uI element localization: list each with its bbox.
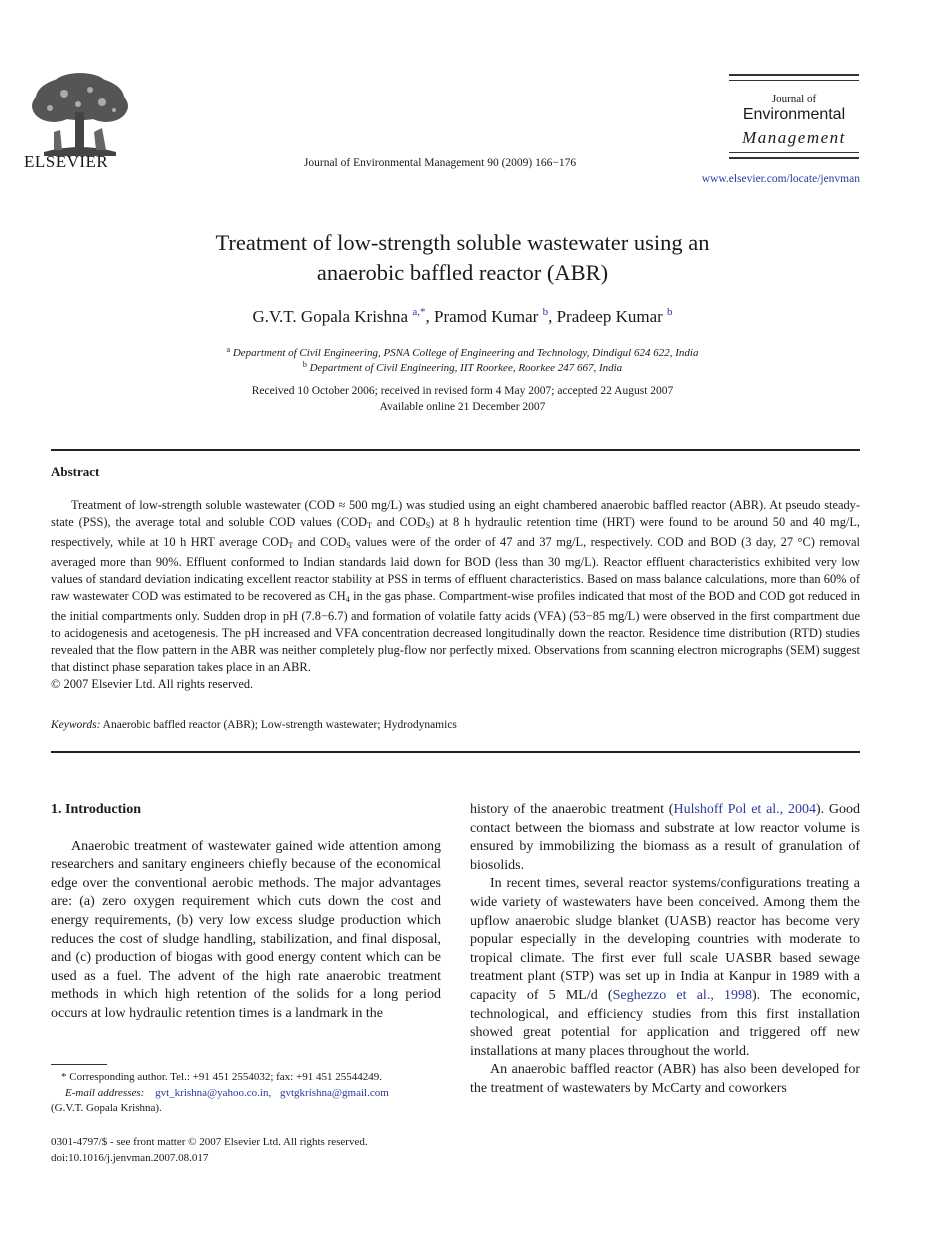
- affiliation-mark: b: [302, 360, 307, 369]
- journal-citation: Journal of Environmental Management 90 (2009) 166−176: [303, 157, 577, 169]
- body-paragraph: An anaerobic baffled reactor (ABR) has also been developed for the treatment of wastewaters by McCarty and coworkers: [470, 1062, 860, 1096]
- journal-title-of: Journal of: [771, 93, 817, 105]
- body-paragraph: Anaerobic treatment of wastewater gained wide attention among researchers and sanitary engineers chiefly because of the economical edge over the conventional aerobic methods. The major advantages are: (a) zero oxygen requirement which cuts down the cost and energy requirements, (b) very low excess sludge production which reduces the cost of sludge handling, stabilization, and final disposal, and (c) production of biogas with good energy content which can be used as a fuel. The advent of the high rate anaerobic treatment methods in which high retention of the solids for a long period occurs at low hydraulic retention times is a landmark in the: [51, 838, 441, 1021]
- author-name: Pramod Kumar: [433, 307, 539, 326]
- page-footer: [51, 1134, 368, 1166]
- abstract-body: [51, 497, 860, 693]
- author-name: Pradeep Kumar: [556, 307, 663, 326]
- author-list: G.V.T. Gopala Krishna $^{a,*}$, Pramod Kumar $^b$, Pradeep Kumar $^b$: [252, 306, 673, 326]
- affiliation-text: Department of Civil Engineering, IIT Roorkee, Roorkee 247 667, India: [309, 362, 623, 374]
- citation-link[interactable]: Hulshoff Pol et al., 2004: [673, 802, 816, 817]
- affiliation-mark: a: [226, 345, 231, 354]
- section-divider: [51, 751, 860, 753]
- email-link[interactable]: gvt_krishna@yahoo.co.in,: [155, 1086, 272, 1099]
- article-title: [80, 228, 845, 288]
- affiliation: [80, 360, 845, 374]
- footnote-corresponding: * Corresponding author. Tel.: +91 451 2554032; fax: +91 451 25544249.: [61, 1071, 382, 1083]
- journal-rule: [729, 80, 859, 81]
- footer-doi: doi:10.1016/j.jenvman.2007.08.017: [51, 1152, 209, 1164]
- body-column-right: [470, 801, 860, 1099]
- abstract-paragraph: Treatment of low-strength soluble wastewater (COD ≈ 500 mg/L) was studied using an eight chambered anaerobic baffled reactor (ABR). At pseudo steady-state (PSS), the average total and soluble COD values ($COD_T$ and $COD_S$) at 8 h hydraulic retention time (HRT) were found to be around 50 and 40 mg/L, respectively, while at 10 h HRT average $COD_T$ and $COD_S$ values were of the order of 47 and 37 mg/L, respectively. COD and BOD (3 day, 27 °C) removal averaged more than 90%. Effluent conformed to Indian standards laid down for BOD (less than 30 mg/L). Reactor effluent characteristics exhibited very low values of standard deviation indicating excellent reactor stability at PSS in terms of effluent characteristics. Based on mass balance calculations, more than 60% of raw wastewater COD was estimated to be recovered as $CH_4$ in the gas phase. Compartment-wise profiles indicated that most of the BOD and COD got reduced in the initial compartments only. Sudden drop in pH (7.8−6.7) and formation of volatile fatty acids (VFA) (53−85 mg/L) were observed in the first compartment due to acidogenesis and acetogenesis. The pH increased and VFA concentration decreased longitudinally down the reactor. Residence time distribution (RTD) studies revealed that the flow pattern in the ABR was neither completely plug-flow nor perfectly mixed. Observations from scanning electron micrographs (SEM) suggest that distinct phase separation takes place in an ABR.: [51, 498, 861, 674]
- email-link[interactable]: gvtgkrishna@gmail.com: [279, 1086, 389, 1099]
- received-dates: Received 10 October 2006; received in revised form 4 May 2007; accepted 22 August 2007: [251, 385, 674, 397]
- journal-rule: [729, 157, 859, 159]
- available-online: Available online 21 December 2007: [379, 401, 546, 413]
- abstract-copyright: © 2007 Elsevier Ltd. All rights reserved.: [51, 677, 254, 691]
- section-heading: 1. Introduction: [51, 802, 141, 817]
- journal-title-environmental: Environmental: [742, 106, 846, 123]
- body-column-left: [51, 801, 441, 1024]
- abstract-heading: Abstract: [51, 464, 100, 479]
- affiliation: [80, 345, 845, 359]
- journal-url-link[interactable]: www.elsevier.com/locate/jenvman: [701, 173, 860, 185]
- footnote-rule: [51, 1064, 107, 1065]
- body-paragraph: history of the anaerobic treatment (Hulshoff Pol et al., 2004). Good contact between the biomass and substrate at low reactor volume is ensured by immobilizing the biomass as a result of granulation of biosolids.: [470, 802, 860, 873]
- footnote-emails: [51, 1086, 446, 1102]
- email-label: E-mail addresses:: [65, 1086, 145, 1099]
- keywords-text: Anaerobic baffled reactor (ABR); Low-strength wastewater; Hydrodynamics: [102, 719, 457, 731]
- author-affiliation-link[interactable]: b: [542, 306, 549, 318]
- publisher-name: ELSEVIER: [24, 152, 109, 171]
- author-affiliation-link[interactable]: a,*: [412, 306, 426, 318]
- corresponding-author-footnote: [51, 1070, 446, 1117]
- author-name: G.V.T. Gopala Krishna: [252, 307, 409, 326]
- section-divider: [51, 449, 860, 451]
- author-affiliation-link[interactable]: b: [667, 306, 673, 318]
- citation-link[interactable]: Seghezzo et al., 1998: [612, 987, 752, 1003]
- body-paragraph: In recent times, several reactor systems/configurations treating a wide variety of wastewaters have been conceived. Among them the upflow anaerobic sludge blanket (UASB) reactor has become very popular especially in the developing countries with moderate to tropical climate. The first ever full scale UASBR based sewage treatment plant (STP) was set up in India at Kanpur in 1989 with a capacity of 5 ML/d (Seghezzo et al., 1998). The economic, technological, and efficiency studies from this first installation showed great potential for application and triggered off new installations at many places throughout the world.: [470, 876, 860, 1059]
- footnote-name: (G.V.T. Gopala Krishna).: [51, 1102, 162, 1114]
- journal-rule: [729, 152, 859, 153]
- journal-rule: [729, 74, 859, 76]
- title-line-1: Treatment of low-strength soluble wastewater using an: [215, 230, 710, 255]
- footer-front-matter: 0301-4797/$ - see front matter © 2007 Elsevier Ltd. All rights reserved.: [51, 1136, 368, 1148]
- keywords: [51, 719, 457, 731]
- affiliation-text: Department of Civil Engineering, PSNA College of Engineering and Technology, Dindigul 624 622, India: [232, 347, 699, 359]
- title-line-2: anaerobic baffled reactor (ABR): [316, 260, 609, 285]
- journal-title-management: Management: [742, 128, 846, 147]
- keywords-label: Keywords:: [51, 719, 101, 731]
